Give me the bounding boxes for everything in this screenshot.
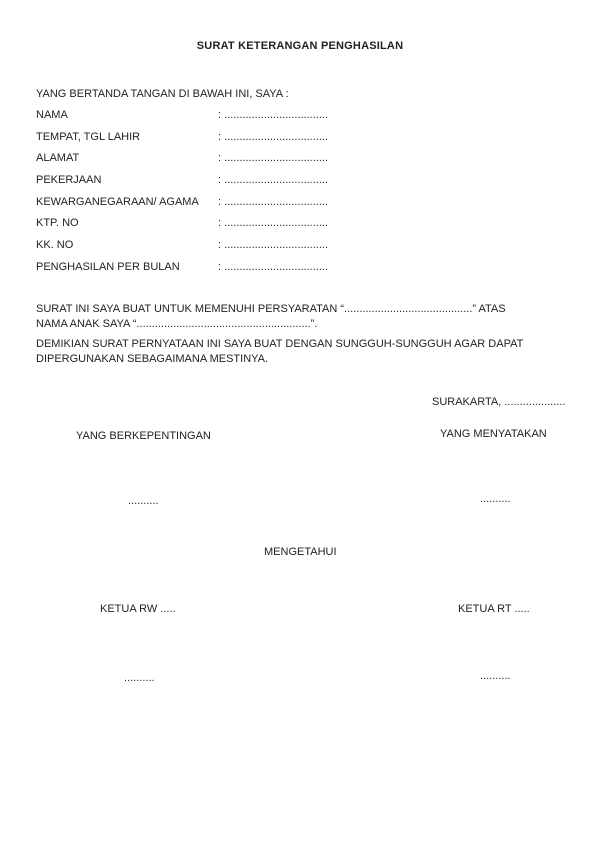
field-row-nama <box>36 108 396 130</box>
field-label: ALAMAT <box>36 152 80 165</box>
signer-left-name: .......... <box>128 495 159 507</box>
rw-title: KETUA RW ..... <box>100 603 176 615</box>
intro-text: YANG BERTANDA TANGAN DI BAWAH INI, SAYA : <box>36 88 289 100</box>
field-blank: : .................................. <box>218 174 329 187</box>
rw-name: .......... <box>124 672 155 684</box>
field-blank: : .................................. <box>218 217 329 230</box>
purpose-line-1: SURAT INI SAYA BUAT UNTUK MEMENUHI PERSYARATAN “..........................................” ATAS <box>36 303 506 315</box>
field-blank: : .................................. <box>218 195 329 208</box>
field-row-tempat-tgl-lahir <box>36 130 396 152</box>
field-label: KTP. NO <box>36 217 79 230</box>
field-blank: : .................................. <box>218 130 329 143</box>
closing-paragraph <box>36 337 556 367</box>
field-blank: : .................................. <box>218 109 329 121</box>
field-label: PENGHASILAN PER BULAN <box>36 260 180 273</box>
field-row-ktp-no <box>36 216 396 238</box>
place-date: SURAKARTA, .................... <box>432 396 566 408</box>
field-row-pekerjaan <box>36 173 396 195</box>
signer-right-title: YANG MENYATAKAN <box>440 428 547 440</box>
field-blank: : .................................. <box>218 152 329 165</box>
field-label: NAMA <box>36 109 68 121</box>
purpose-paragraph <box>36 302 556 332</box>
field-label: PEKERJAAN <box>36 174 102 187</box>
field-row-kk-no <box>36 238 396 260</box>
field-label: KK. NO <box>36 239 74 252</box>
field-label: TEMPAT, TGL LAHIR <box>36 130 141 143</box>
rt-name: .......... <box>480 670 511 682</box>
closing-line-2: DIPERGUNAKAN SEBAGAIMANA MESTINYA. <box>36 353 269 365</box>
field-blank: : .................................. <box>218 260 329 273</box>
signer-right-name: .......... <box>480 493 511 505</box>
closing-line-1: DEMIKIAN SURAT PERNYATAAN INI SAYA BUAT DENGAN SUNGGUH-SUNGGUH AGAR DAPAT <box>36 338 524 350</box>
purpose-line-2: NAMA ANAK SAYA “.........................................................”. <box>36 318 318 330</box>
identity-fields <box>36 108 396 282</box>
signer-left-title: YANG BERKEPENTINGAN <box>76 430 211 442</box>
document-title: SURAT KETERANGAN PENGHASILAN <box>196 40 404 52</box>
field-label: KEWARGANEGARAAN/ AGAMA <box>36 195 199 208</box>
acknowledged-heading: MENGETAHUI <box>264 546 337 558</box>
field-row-kewarganegaraan-agama <box>36 195 396 217</box>
rt-title: KETUA RT ..... <box>458 603 530 615</box>
field-blank: : .................................. <box>218 239 329 252</box>
field-row-alamat <box>36 151 396 173</box>
field-row-penghasilan <box>36 260 396 282</box>
